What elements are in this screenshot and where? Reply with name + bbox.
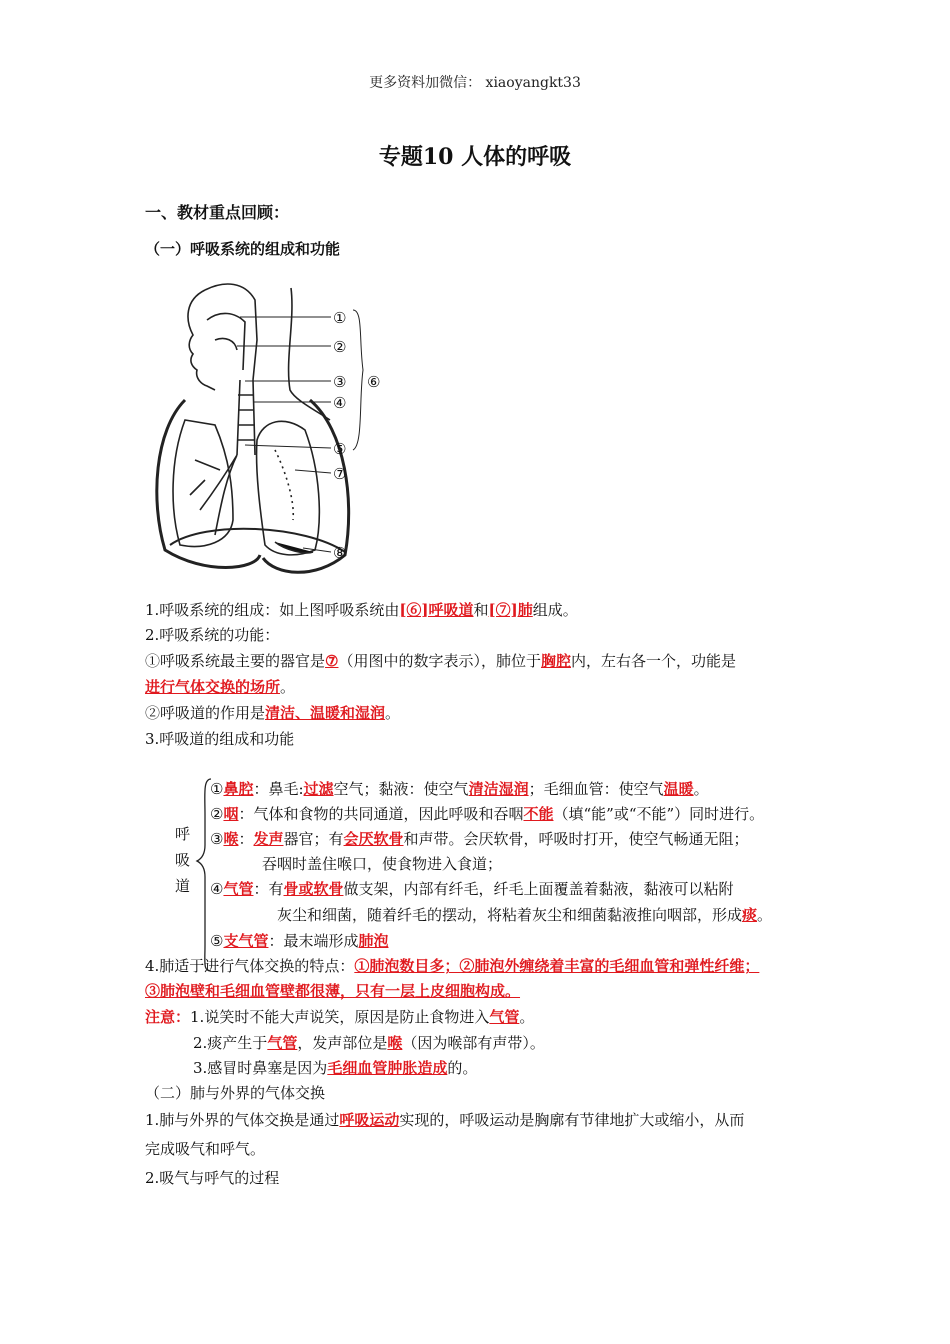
label-8: ⑧	[333, 544, 347, 562]
para-function-title: 2.呼吸系统的功能：	[145, 626, 280, 644]
subsection-heading-2: （二）肺与外界的气体交换	[145, 1084, 326, 1102]
para-airway-role: ②呼吸道的作用是清洁、温暖和湿润。	[145, 704, 401, 722]
para-breathing-cont: 完成吸气和呼气。	[145, 1140, 266, 1158]
para-gas-exchange: 4.肺适于进行气体交换的特点：①肺泡数目多；②肺泡外缠绕着丰富的毛细血管和弹性纤维；	[145, 957, 760, 975]
tree-trachea-cont: 灰尘和细菌，随着纤毛的摆动，将粘着灰尘和细菌黏液推向咽部，形成痰。	[277, 906, 773, 924]
subsection-heading: （一）呼吸系统的组成和功能	[145, 240, 341, 258]
para-breathing-movement: 1.肺与外界的气体交换是通过呼吸运动实现的，呼吸运动是胸廓有节律地扩大或缩小，从而	[145, 1111, 745, 1129]
note-1: 注意：1.说笑时不能大声说笑，原因是防止食物进入气管。	[145, 1008, 535, 1026]
tree-larynx: ③喉：发声器官；有会厌软骨和声带。会厌软骨，呼吸时打开，使空气畅通无阻；	[210, 830, 749, 848]
tree-label-2: 吸	[175, 851, 191, 869]
tree-pharynx: ②咽：气体和食物的共同通道，因此呼吸和吞咽不能（填“能”或“不能”）同时进行。	[210, 805, 765, 823]
respiratory-system-diagram	[145, 280, 405, 580]
label-1: ①	[333, 309, 347, 327]
tree-label-3: 道	[175, 877, 191, 895]
para-composition: 1.呼吸系统的组成：如上图呼吸系统由[⑥]呼吸道和[⑦]肺组成。	[145, 601, 578, 619]
tree-nasal: ①鼻腔：鼻毛:过滤空气；黏液：使空气清洁湿润；毛细血管：使空气温暖。	[210, 780, 709, 798]
page-header: 更多资料加微信： xiaoyangkt33	[369, 75, 581, 91]
label-6: ⑥	[367, 373, 381, 391]
label-3: ③	[333, 373, 347, 391]
para-main-organ: ①呼吸系统最主要的器官是⑦（用图中的数字表示），肺位于胸腔内，左右各一个，功能是	[145, 652, 737, 670]
label-2: ②	[333, 338, 347, 356]
para-airway-title: 3.呼吸道的组成和功能	[145, 730, 295, 748]
page-title: 专题10 人体的呼吸	[378, 144, 572, 170]
note-3: 3.感冒时鼻塞是因为毛细血管肿胀造成的。	[193, 1059, 478, 1077]
para-lung-function: 进行气体交换的场所。	[145, 678, 296, 696]
tree-larynx-cont: 吞咽时盖住喉口，使食物进入食道；	[262, 855, 503, 873]
label-4: ④	[333, 394, 347, 412]
label-5: ⑤	[333, 440, 347, 458]
section-heading: 一、教材重点回顾：	[145, 203, 290, 222]
tree-trachea: ④气管：有骨或软骨做支架，内部有纤毛，纤毛上面覆盖着黏液，黏液可以粘附	[210, 880, 734, 898]
para-process-title: 2.吸气与呼气的过程	[145, 1169, 280, 1187]
label-7: ⑦	[333, 465, 347, 483]
tree-label-1: 呼	[175, 825, 191, 843]
para-gas-exchange-cont: ③肺泡壁和毛细血管壁都很薄，只有一层上皮细胞构成。	[145, 982, 521, 1000]
tree-bronchi: ⑤支气管：最末端形成肺泡	[210, 932, 389, 950]
note-2: 2.痰产生于气管，发声部位是喉（因为喉部有声带）。	[193, 1034, 545, 1052]
